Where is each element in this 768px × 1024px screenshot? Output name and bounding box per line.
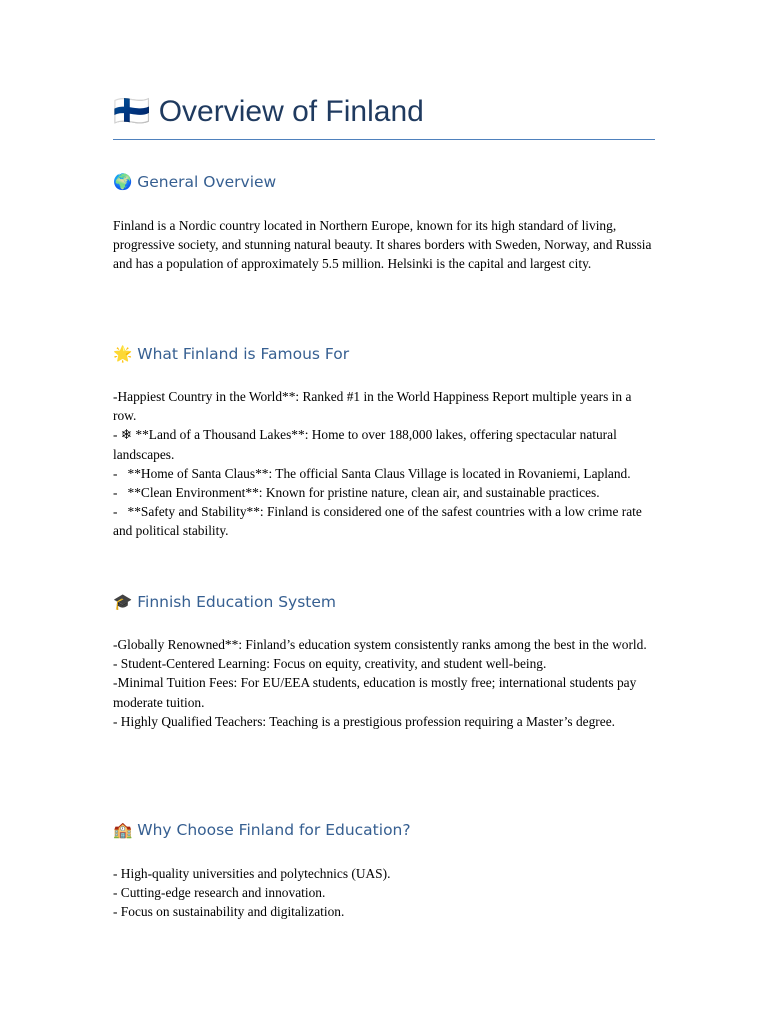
school-icon: 🏫 [113, 821, 133, 839]
list-item: - Cutting-edge research and innovation. [113, 885, 326, 901]
list-item: - Focus on sustainability and digitalization. [113, 904, 345, 920]
section-heading-text: Why Choose Finland for Education? [137, 821, 411, 839]
paragraph: Finland is a Nordic country located in Northern Europe, known for its high standard of living, progressive society, and stunning natural beauty. It shares borders with Sweden, Norway, and Russia and has a population of approximately 5.5 million. Helsinki is the capital and largest city. [113, 218, 652, 272]
graduation-cap-icon: 🎓 [113, 593, 133, 611]
section-body-famous-for [113, 387, 658, 541]
list-item: - Highly Qualified Teachers: Teaching is a prestigious profession requiring a Master’s degree. [113, 713, 615, 729]
list-item: -Happiest Country in the World**: Ranked #1 in the World Happiness Report multiple years in a row. [113, 389, 632, 424]
list-item: - Student-Centered Learning: Focus on equity, creativity, and student well-being. [113, 656, 547, 672]
page-title [113, 92, 655, 132]
globe-icon: 🌍 [113, 173, 133, 191]
section-heading-text: What Finland is Famous For [137, 345, 350, 363]
list-item: -Minimal Tuition Fees: For EU/EEA students, education is mostly free; international students pay moderate tuition. [113, 675, 637, 710]
star-icon: 🌟 [113, 345, 133, 363]
section-heading-education-system [113, 591, 336, 613]
section-body-general-overview [113, 216, 658, 274]
list-item: - **Safety and Stability**: Finland is considered one of the safest countries with a low crime rate and political stability. [113, 504, 646, 539]
list-item: - High-quality universities and polytechnics (UAS). [113, 866, 391, 881]
list-item: - **Home of Santa Claus**: The official Santa Claus Village is located in Rovaniemi, Lapland. [113, 465, 631, 481]
section-body-education-system [113, 635, 658, 731]
section-heading-general-overview [113, 171, 276, 193]
section-heading-why-choose [113, 819, 411, 841]
section-heading-text: General Overview [137, 173, 277, 191]
section-body-why-choose [113, 864, 658, 922]
page-title-text: Overview of Finland [158, 95, 424, 128]
list-item: - **Clean Environment**: Known for pristine nature, clean air, and sustainable practices. [113, 485, 600, 501]
section-heading-text: Finnish Education System [137, 593, 337, 611]
list-item: - ❄ **Land of a Thousand Lakes**: Home to over 188,000 lakes, offering spectacular natural landscapes. [113, 427, 617, 462]
flag-icon: 🇫🇮 [113, 94, 151, 129]
title-underline [113, 139, 655, 140]
list-item: -Globally Renowned**: Finland’s education system consistently ranks among the best in the world. [113, 637, 647, 652]
section-heading-famous-for [113, 343, 349, 365]
